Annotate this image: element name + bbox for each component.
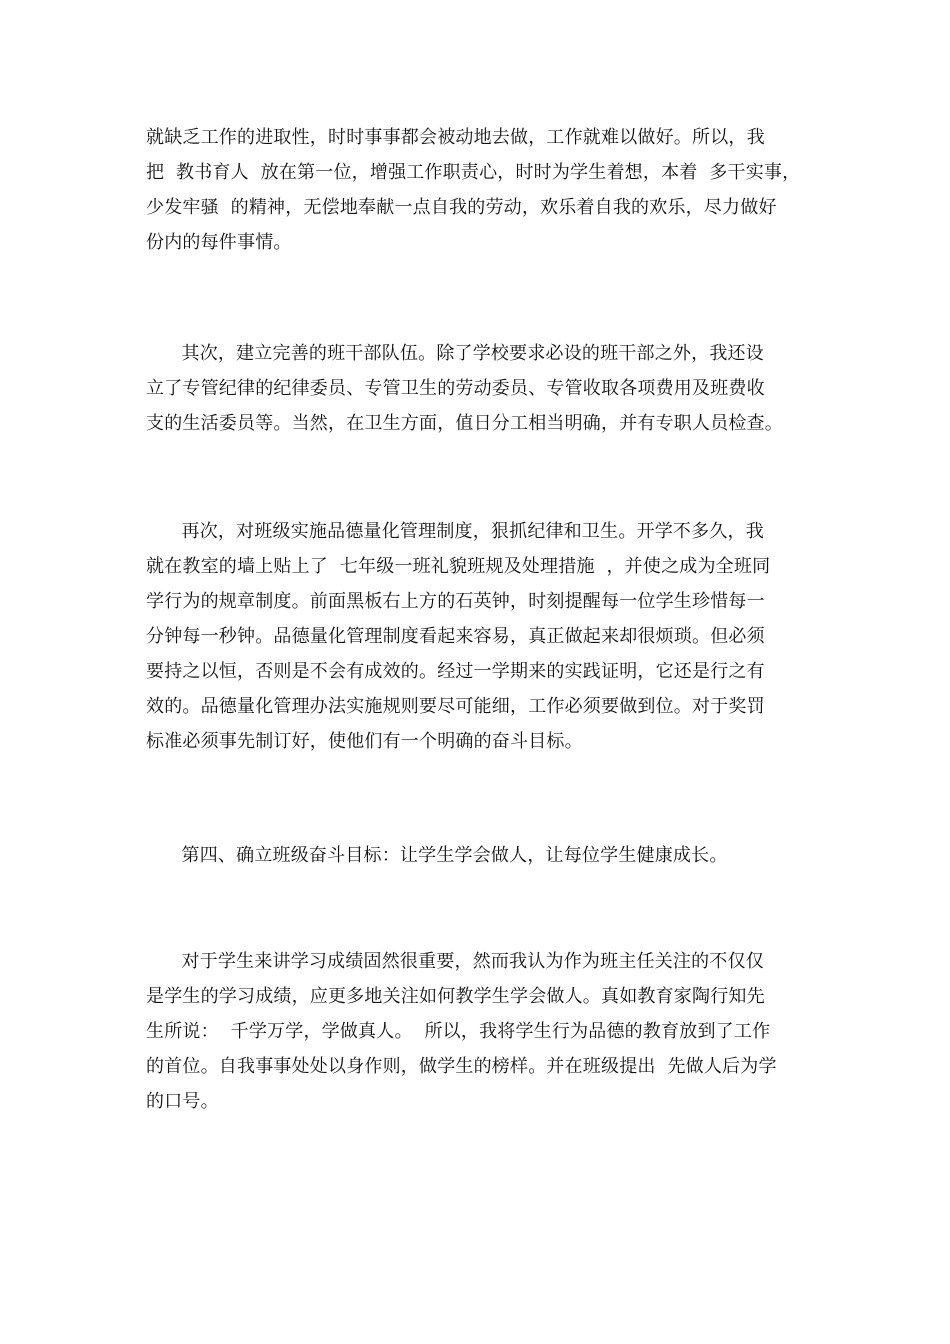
text-line: 是学生的学习成绩，应更多地关注如何教学生学会做人。真如教育家陶行知先 — [146, 986, 765, 1007]
text-line: 其次，建立完善的班干部队伍。除了学校要求必设的班干部之外，我还设 — [146, 343, 764, 364]
text-line: 就缺乏工作的进取性，时时事事都会被动地去做，工作就难以做好。所以，我 — [146, 127, 765, 148]
paragraph-work-attitude — [146, 120, 826, 260]
text-line: 第四、确立班级奋斗目标：让学生学会做人，让每位学生健康成长。 — [146, 845, 728, 866]
paragraph-class-goal — [146, 838, 826, 873]
text-line: 支的生活委员等。当然，在卫生方面，值日分工相当明确，并有专职人员检查。 — [146, 413, 783, 434]
text-line: 要持之以恒，否则是不会有成效的。经过一学期来的实践证明，它还是行之有 — [146, 661, 765, 682]
text-line: 份内的每件事情。 — [146, 232, 292, 253]
text-line: 把 教书育人 放在第一位，增强工作职责心，时时为学生着想，本着 多干实事， — [146, 162, 801, 183]
text-line: 立了专管纪律的纪律委员、专管卫生的劳动委员、专管收取各项费用及班费收 — [146, 378, 765, 399]
text-line: 就在教室的墙上贴上了 七年级一班礼貌班规及处理措施 ，并使之成为全班同 — [146, 556, 771, 577]
text-line: 标准必须事先制订好，使他们有一个明确的奋斗目标。 — [146, 731, 583, 752]
text-line: 生所说： 千学万学，学做真人。 所以，我将学生行为品德的教育放到了工作 — [146, 1021, 771, 1042]
text-line: 的口号。 — [146, 1091, 219, 1112]
paragraph-moral-quantification — [146, 514, 826, 759]
paragraph-class-cadre — [146, 336, 826, 441]
text-line: 效的。品德量化管理办法实施规则要尽可能细，工作必须要做到位。对于奖罚 — [146, 696, 765, 717]
paragraph-learn-to-be-human — [146, 944, 826, 1119]
text-line: 学行为的规章制度。前面黑板右上方的石英钟，时刻提醒每一位学生珍惜每一 — [146, 591, 765, 612]
text-line: 分钟每一秒钟。品德量化管理制度看起来容易，真正做起来却很烦琐。但必须 — [146, 626, 765, 647]
text-line: 再次，对班级实施品德量化管理制度，狠抓纪律和卫生。开学不多久，我 — [146, 521, 764, 542]
text-line: 少发牢骚 的精神，无偿地奉献一点自我的劳动，欢乐着自我的欢乐，尽力做好 — [146, 197, 777, 218]
text-line: 对于学生来讲学习成绩固然很重要，然而我认为作为班主任关注的不仅仅 — [146, 951, 764, 972]
text-line: 的首位。自我事事处处以身作则，做学生的榜样。并在班级提出 先做人后为学 — [146, 1056, 777, 1077]
